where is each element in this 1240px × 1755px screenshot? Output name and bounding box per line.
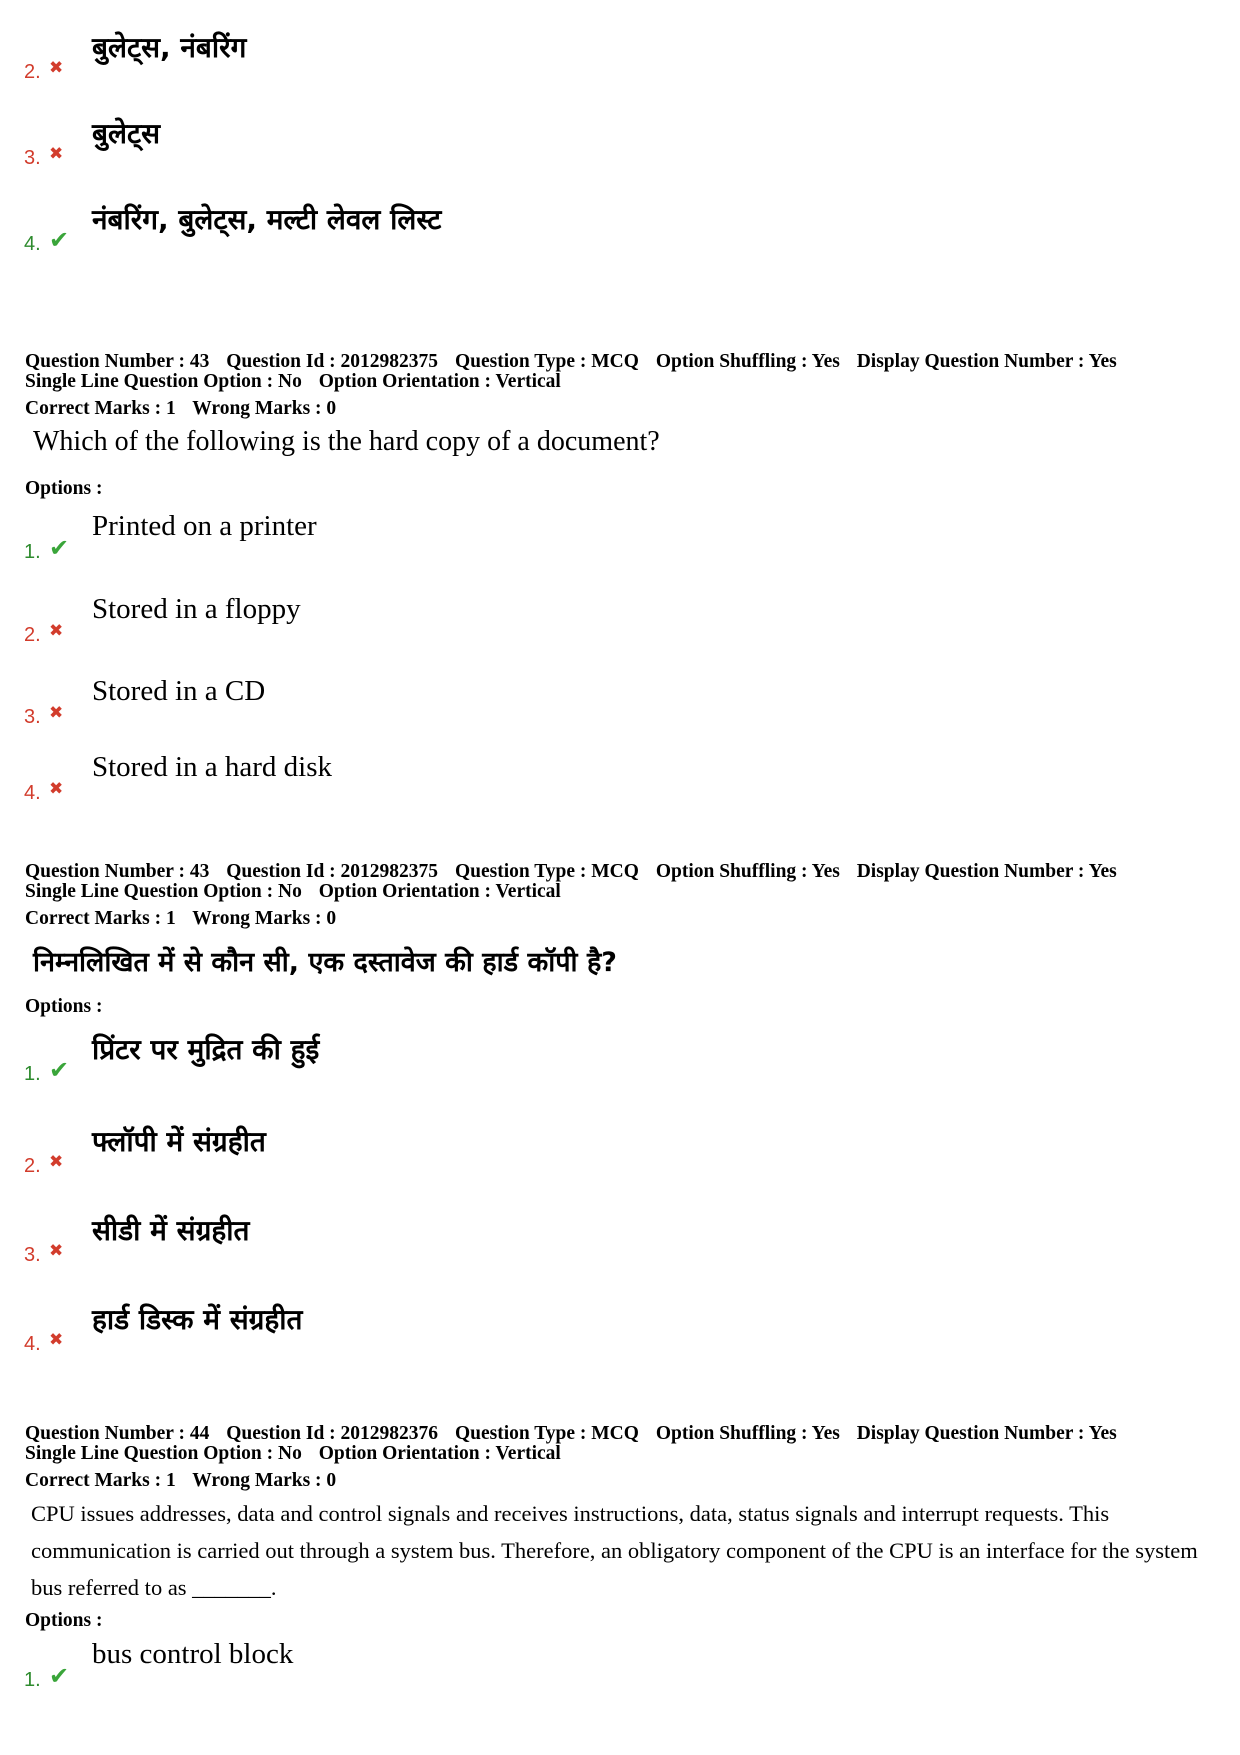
option-orientation: Option Orientation : Vertical <box>318 881 561 902</box>
cross-icon: ✖ <box>49 58 64 78</box>
question-number: Question Number : 43 <box>25 351 210 372</box>
option-shuffling: Option Shuffling : Yes <box>655 1423 840 1444</box>
question-text: निम्नलिखित में से कौन सी, एक दस्तावेज की हार्ड कॉपी है? <box>33 947 617 978</box>
correct-marks: Correct Marks : 1 <box>25 908 176 929</box>
option-number: 4. <box>24 1333 41 1355</box>
option-text: बुलेट्स, नंबरिंग <box>92 31 247 64</box>
option-text: Printed on a printer <box>92 510 317 542</box>
marks-info <box>25 908 348 930</box>
option-row <box>24 1300 1204 1360</box>
options-label: Options : <box>25 996 103 1017</box>
option-number: 4. <box>24 233 41 255</box>
options-label: Options : <box>25 478 103 499</box>
option-shuffling: Option Shuffling : Yes <box>655 351 840 372</box>
question-id: Question Id : 2012982376 <box>226 1423 439 1444</box>
question-meta <box>25 1424 1215 1464</box>
single-line-option: Single Line Question Option : No <box>25 1443 302 1464</box>
option-row <box>24 749 1204 809</box>
option-number: 4. <box>24 782 41 804</box>
correct-marks: Correct Marks : 1 <box>25 1470 176 1491</box>
wrong-marks: Wrong Marks : 0 <box>192 908 337 929</box>
cross-icon: ✖ <box>49 703 64 723</box>
option-number: 2. <box>24 1155 41 1177</box>
option-row <box>24 1030 1204 1090</box>
option-text: फ्लॉपी में संग्रहीत <box>92 1125 266 1158</box>
display-question-number: Display Question Number : Yes <box>856 351 1117 372</box>
marks-info <box>25 1470 348 1492</box>
option-number: 1. <box>24 1669 41 1691</box>
display-question-number: Display Question Number : Yes <box>856 1423 1117 1444</box>
check-icon: ✔ <box>49 1662 70 1690</box>
option-text: Stored in a hard disk <box>92 751 333 783</box>
option-row <box>24 200 1204 260</box>
question-type: Question Type : MCQ <box>454 351 639 372</box>
display-question-number: Display Question Number : Yes <box>856 861 1117 882</box>
check-icon: ✔ <box>49 226 70 254</box>
option-orientation: Option Orientation : Vertical <box>318 371 561 392</box>
option-number: 3. <box>24 1244 41 1266</box>
wrong-marks: Wrong Marks : 0 <box>192 1470 337 1491</box>
cross-icon: ✖ <box>49 1241 64 1261</box>
option-row <box>24 1122 1204 1182</box>
option-number: 3. <box>24 706 41 728</box>
option-shuffling: Option Shuffling : Yes <box>655 861 840 882</box>
check-icon: ✔ <box>49 1056 70 1084</box>
correct-marks: Correct Marks : 1 <box>25 398 176 419</box>
option-orientation: Option Orientation : Vertical <box>318 1443 561 1464</box>
question-id: Question Id : 2012982375 <box>226 861 439 882</box>
marks-info <box>25 398 348 420</box>
option-row <box>24 1211 1204 1271</box>
option-row <box>24 508 1204 568</box>
option-row <box>24 591 1204 651</box>
option-text: नंबरिंग, बुलेट्स, मल्टी लेवल लिस्ट <box>92 203 442 236</box>
option-number: 1. <box>24 1063 41 1085</box>
option-text: बुलेट्स <box>92 117 161 150</box>
option-text: Stored in a CD <box>92 675 266 707</box>
question-number: Question Number : 43 <box>25 861 210 882</box>
check-icon: ✔ <box>49 534 70 562</box>
option-text: bus control block <box>92 1638 294 1670</box>
question-number: Question Number : 44 <box>25 1423 210 1444</box>
option-number: 2. <box>24 61 41 83</box>
option-number: 1. <box>24 541 41 563</box>
question-meta <box>25 862 1215 902</box>
wrong-marks: Wrong Marks : 0 <box>192 398 337 419</box>
cross-icon: ✖ <box>49 144 64 164</box>
option-text: सीडी में संग्रहीत <box>92 1214 250 1247</box>
options-label: Options : <box>25 1610 103 1631</box>
question-type: Question Type : MCQ <box>454 861 639 882</box>
option-row <box>24 114 1204 174</box>
option-number: 3. <box>24 147 41 169</box>
question-id: Question Id : 2012982375 <box>226 351 439 372</box>
single-line-option: Single Line Question Option : No <box>25 371 302 392</box>
cross-icon: ✖ <box>49 621 64 641</box>
single-line-option: Single Line Question Option : No <box>25 881 302 902</box>
question-text: Which of the following is the hard copy of a document? <box>33 426 660 457</box>
cross-icon: ✖ <box>49 779 64 799</box>
question-meta <box>25 352 1215 392</box>
option-text: हार्ड डिस्क में संग्रहीत <box>92 1303 303 1336</box>
option-text: प्रिंटर पर मुद्रित की हुई <box>92 1033 320 1066</box>
question-type: Question Type : MCQ <box>454 1423 639 1444</box>
option-number: 2. <box>24 624 41 646</box>
option-row <box>24 1636 1204 1696</box>
option-row <box>24 28 1204 88</box>
question-text: CPU issues addresses, data and control signals and receives instructions, data, status signals and interrupt requests. This communication is carried out through a system bus. Therefore, an obligatory component of the CPU is an interface for the system bus referred to as _______. <box>31 1501 1198 1600</box>
option-row <box>24 673 1204 733</box>
option-text: Stored in a floppy <box>92 593 301 625</box>
cross-icon: ✖ <box>49 1152 64 1172</box>
cross-icon: ✖ <box>49 1330 64 1350</box>
